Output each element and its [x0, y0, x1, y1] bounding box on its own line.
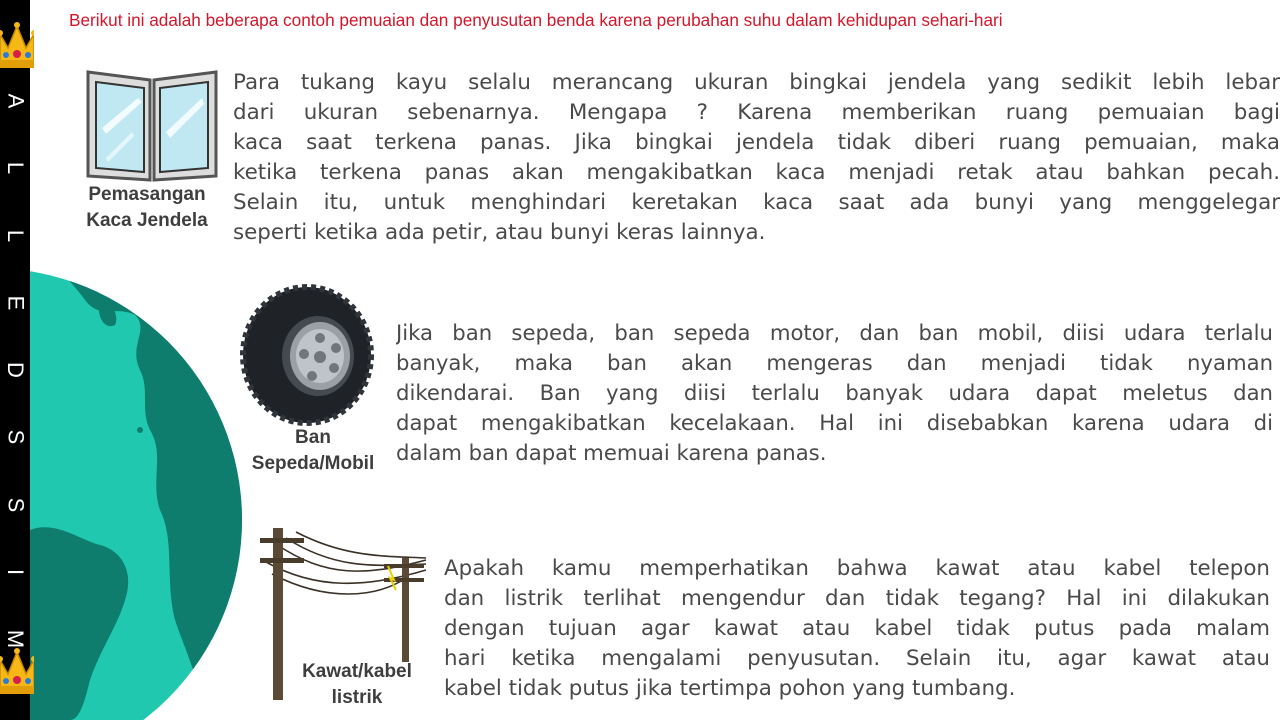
- paragraph-line: Para tukang kayu selalu merancang ukuran bingkai jendela yang sedikit lebih lebar: [233, 70, 1280, 95]
- paragraph-line: kaca saat terkena panas. Jika bingkai jendela tidak diberi ruang pemuaian, maka: [233, 130, 1280, 155]
- sidebar-letter: I: [3, 568, 28, 575]
- paragraph-line: banyak, maka ban akan mengeras dan menjadi tidak nyaman: [396, 350, 1273, 375]
- paragraph-line: dalam ban dapat memuai karena panas.: [396, 440, 827, 465]
- paragraph-line: kabel tidak putus jika tertimpa pohon yang tumbang.: [444, 676, 1016, 701]
- paragraph-line: seperti ketika ada petir, atau bunyi keras lainnya.: [233, 220, 766, 245]
- caption-line: Kaca Jendela: [86, 210, 208, 231]
- caption-window: [66, 182, 228, 234]
- paragraph-window: [233, 68, 1280, 248]
- sidebar-letter: L: [3, 229, 28, 242]
- paragraph-line: dikendarai. Ban yang diisi terlalu banyak udara dapat meletus dan: [396, 380, 1273, 405]
- caption-line: Ban: [295, 427, 331, 448]
- crown-icon: [0, 640, 34, 700]
- paragraph-line: dan listrik terlihat mengendur dan tidak tegang? Hal ini dilakukan: [444, 586, 1270, 611]
- tire-icon: [240, 284, 374, 426]
- caption-line: listrik: [331, 687, 383, 708]
- sidebar-letter: S: [3, 429, 28, 445]
- caption-power-line: [282, 659, 432, 711]
- sidebar-brand-text: [0, 90, 32, 650]
- paragraph-line: dari ukuran sebenarnya. Mengapa ? Karena memberikan ruang pemuaian bagi: [233, 100, 1280, 125]
- sidebar-letter: E: [3, 295, 28, 311]
- paragraph-power-line: [444, 554, 1270, 704]
- sidebar-letter: D: [2, 362, 28, 378]
- paragraph-tire: [396, 318, 1273, 468]
- caption-line: Sepeda/Mobil: [251, 453, 375, 474]
- sidebar-letter: M: [2, 629, 28, 649]
- window-icon: [84, 68, 220, 184]
- paragraph-line: ketika terkena panas akan mengakibatkan kaca menjadi retak atau bahkan pecah.: [233, 160, 1280, 185]
- caption-tire: [234, 425, 392, 477]
- paragraph-line: Jika ban sepeda, ban sepeda motor, dan ban mobil, diisi udara terlalu: [396, 320, 1273, 345]
- caption-line: Kawat/kabel: [302, 661, 412, 682]
- caption-line: Pemasangan: [88, 184, 206, 205]
- paragraph-line: hari ketika mengalami penyusutan. Selain itu, agar kawat atau: [444, 646, 1270, 671]
- sidebar-letter: L: [3, 162, 28, 175]
- sidebar-letter: A: [3, 93, 28, 109]
- paragraph-line: dengan tujuan agar kawat atau kabel tidak putus pada malam: [444, 616, 1270, 641]
- sidebar-letter: S: [3, 497, 28, 512]
- paragraph-line: dapat mengakibatkan kecelakaan. Hal ini disebabkan karena udara di: [396, 410, 1273, 435]
- paragraph-line: Apakah kamu memperhatikan bahwa kawat atau kabel telepon: [444, 556, 1270, 581]
- paragraph-line: Selain itu, untuk menghindari keretakan kaca saat ada bunyi yang menggelegar: [233, 190, 1280, 215]
- page-header: Berikut ini adalah beberapa contoh pemuaian dan penyusutan benda karena perubahan suhu dalam kehidupan sehari-hari: [69, 10, 1003, 30]
- crown-icon: [0, 14, 34, 74]
